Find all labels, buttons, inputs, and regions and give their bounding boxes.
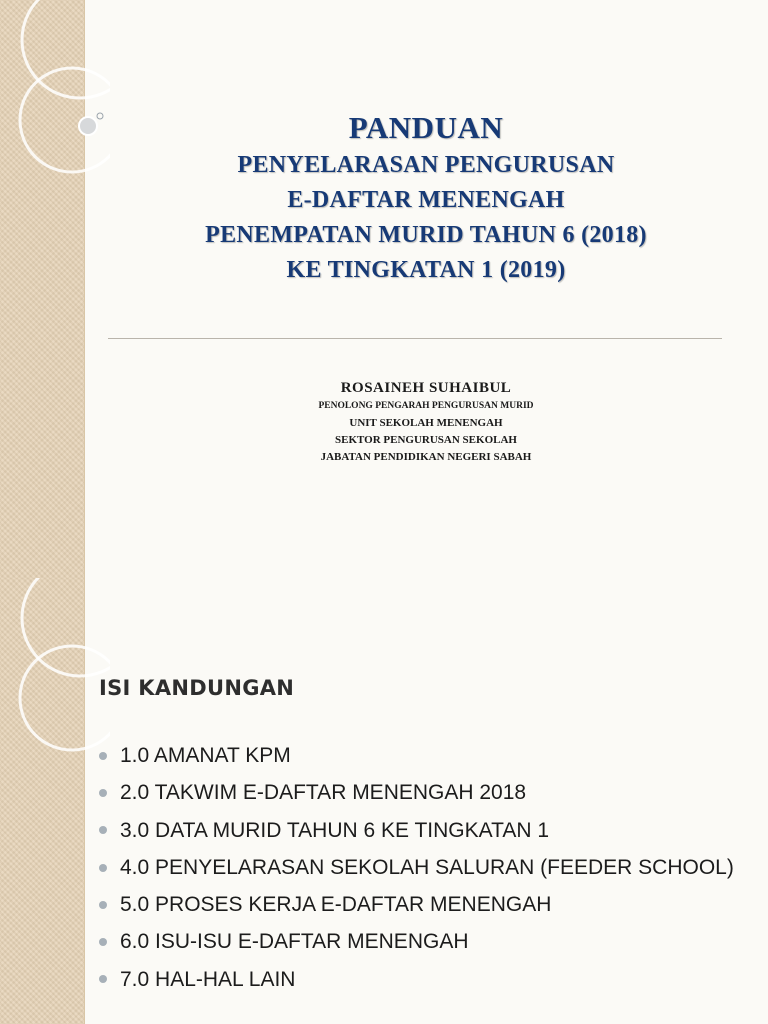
contents-list	[99, 737, 734, 998]
bullet-icon	[99, 938, 107, 946]
list-item-label: 6.0 ISU-ISU E-DAFTAR MENENGAH	[120, 930, 469, 954]
list-item-label: 5.0 PROSES KERJA E-DAFTAR MENENGAH	[120, 893, 552, 917]
author-sector: SEKTOR PENGURUSAN SEKOLAH	[335, 434, 517, 446]
list-item	[99, 961, 734, 998]
title-block	[84, 108, 768, 288]
list-item	[99, 737, 734, 774]
author-name: ROSAINEH SUHAIBUL	[340, 380, 512, 396]
list-item-label: 2.0 TAKWIM E-DAFTAR MENENGAH 2018	[120, 781, 527, 805]
author-position: PENOLONG PENGARAH PENGURUSAN MURID	[318, 401, 534, 411]
bullet-icon	[99, 975, 107, 983]
list-item-label: 3.0 DATA MURID TAHUN 6 KE TINGKATAN 1	[120, 818, 550, 842]
list-item-label: 7.0 HAL-HAL LAIN	[120, 967, 296, 991]
decorative-circles	[0, 578, 110, 778]
list-item-label: 1.0 AMANAT KPM	[120, 744, 291, 767]
list-item	[99, 812, 734, 849]
author-unit: UNIT SEKOLAH MENENGAH	[349, 417, 503, 429]
list-item	[99, 886, 734, 923]
list-item	[99, 923, 734, 960]
author-block	[84, 378, 768, 466]
subtitle-line: PENYELARASAN PENGURUSAN	[237, 152, 615, 178]
bullet-icon	[99, 789, 107, 797]
list-item	[99, 774, 734, 811]
subtitle-line: E-DAFTAR MENENGAH	[287, 187, 565, 213]
section-heading: ISI KANDUNGAN	[99, 676, 295, 700]
bullet-icon	[99, 752, 107, 760]
slide-title: PANDUAN	[348, 110, 504, 145]
divider	[108, 338, 722, 339]
list-item-label: 4.0 PENYELARASAN SEKOLAH SALURAN (FEEDER SCHOOL)	[120, 855, 734, 879]
bullet-icon	[99, 901, 107, 909]
author-department: JABATAN PENDIDIKAN NEGERI SABAH	[320, 451, 532, 463]
bullet-icon	[99, 864, 107, 872]
subtitle-line: PENEMPATAN MURID TAHUN 6 (2018)	[205, 222, 647, 248]
subtitle-line: KE TINGKATAN 1 (2019)	[286, 257, 566, 283]
list-item	[99, 849, 734, 886]
bullet-icon	[99, 826, 107, 834]
